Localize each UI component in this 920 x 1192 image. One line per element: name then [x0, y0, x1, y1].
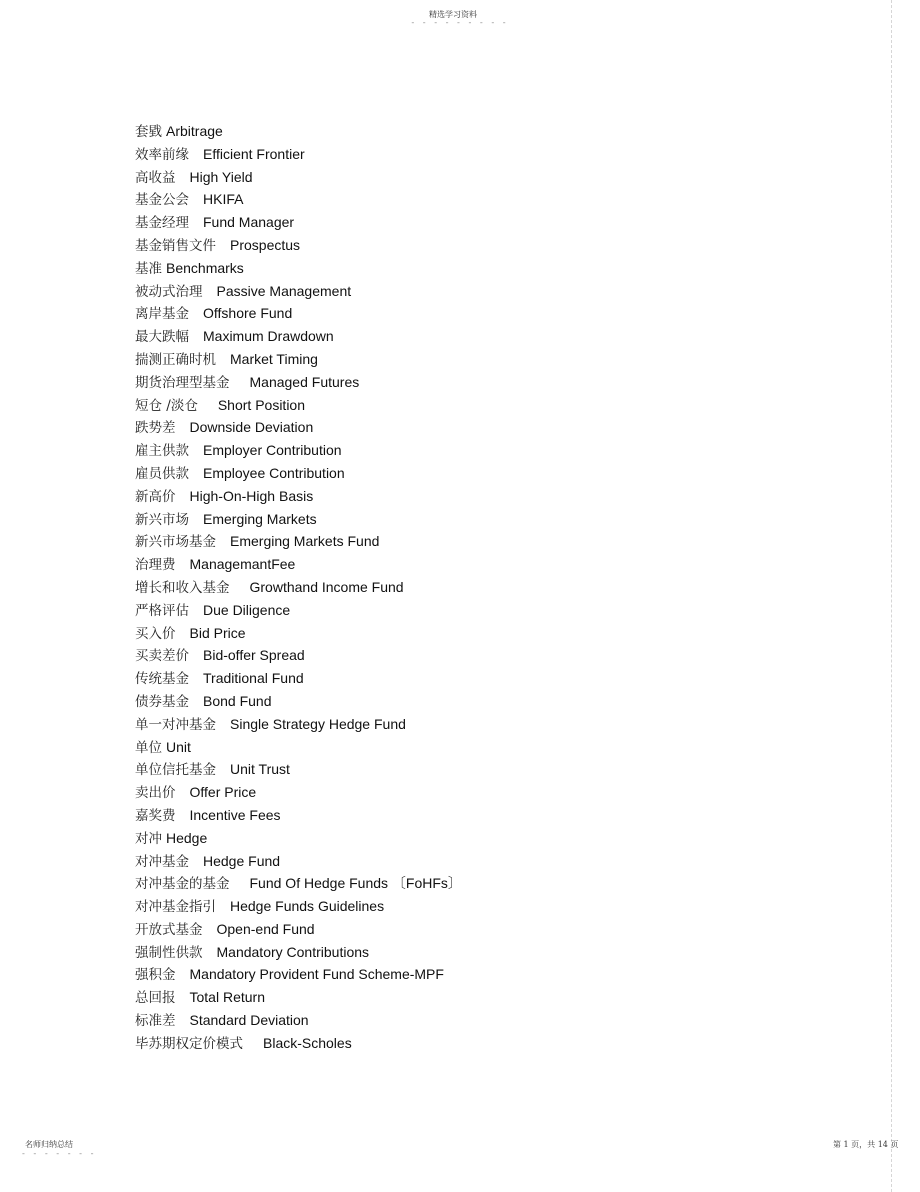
- glossary-entry: [135, 211, 462, 234]
- term-english: Hedge Funds Guidelines: [230, 898, 385, 915]
- term-english: Maximum Drawdown: [203, 328, 334, 345]
- term-english: Unit Trust: [230, 761, 290, 778]
- glossary-entry: [135, 325, 462, 348]
- glossary-entry: [135, 872, 462, 895]
- glossary-entry: [135, 348, 462, 371]
- term-chinese: 基金经理: [135, 215, 189, 232]
- glossary-entry: [135, 758, 462, 781]
- glossary-entry: [135, 530, 462, 553]
- glossary-entry: [135, 690, 462, 713]
- term-chinese: 被动式治理: [135, 283, 203, 300]
- glossary-entry: [135, 143, 462, 166]
- glossary-entry: [135, 416, 462, 439]
- glossary-entry: [135, 918, 462, 941]
- glossary-entry: [135, 622, 462, 645]
- term-english: High Yield: [189, 168, 253, 185]
- term-chinese: 基金公会: [135, 192, 189, 209]
- glossary-entry: [135, 188, 462, 211]
- term-english: Employee Contribution: [203, 464, 345, 481]
- term-chinese: 离岸基金: [135, 306, 189, 323]
- term-english: HKIFA: [203, 191, 244, 208]
- glossary-entry: [135, 644, 462, 667]
- term-chinese: 治理费: [135, 557, 176, 574]
- term-english: Passive Management: [216, 282, 352, 299]
- term-chinese: 买卖差价: [135, 648, 189, 665]
- term-english: Unit: [166, 738, 191, 755]
- term-english: Traditional Fund: [203, 670, 304, 687]
- page-number: 第 1 页，共 14 页: [833, 1140, 899, 1149]
- glossary-entry: [135, 599, 462, 622]
- term-english: Incentive Fees: [189, 806, 281, 823]
- glossary-entry: [135, 280, 462, 303]
- term-chinese: 跌势差: [135, 420, 176, 437]
- glossary-entry: [135, 781, 462, 804]
- glossary-entry: [135, 553, 462, 576]
- term-chinese: 最大跌幅: [135, 329, 189, 346]
- term-chinese: 买入价: [135, 625, 176, 642]
- glossary-entry: [135, 234, 462, 257]
- glossary-entry: [135, 667, 462, 690]
- glossary-entry: [135, 1032, 462, 1055]
- glossary-entry: [135, 508, 462, 531]
- glossary-entry: [135, 439, 462, 462]
- term-chinese: 效率前缘: [135, 146, 189, 163]
- term-chinese: 基准: [135, 260, 162, 277]
- term-english: Growthand Income Fund: [249, 578, 404, 595]
- page-edge-rule: [891, 0, 892, 1192]
- glossary-entry: [135, 941, 462, 964]
- glossary-entry: [135, 713, 462, 736]
- page-header-dashes: - - - - - - - - -: [411, 18, 509, 27]
- glossary-entry: [135, 120, 462, 143]
- glossary-entry: [135, 986, 462, 1009]
- term-english: Hedge Fund: [203, 852, 281, 869]
- term-english: Downside Deviation: [189, 419, 314, 436]
- glossary-entry: [135, 804, 462, 827]
- term-chinese: 新兴市场: [135, 511, 189, 528]
- term-chinese: 严格评估: [135, 602, 189, 619]
- term-chinese: 毕苏期权定价模式: [135, 1035, 243, 1052]
- term-english: Employer Contribution: [203, 442, 342, 459]
- term-english: Short Position: [217, 396, 306, 413]
- glossary-entry: [135, 371, 462, 394]
- term-chinese: 新高价: [135, 488, 176, 505]
- term-chinese: 开放式基金: [135, 921, 203, 938]
- term-chinese: 债券基金: [135, 693, 189, 710]
- term-chinese: 嘉奖费: [135, 807, 176, 824]
- term-english: Hedge: [166, 829, 208, 846]
- term-english: Single Strategy Hedge Fund: [230, 715, 406, 732]
- term-english: Mandatory Contributions: [216, 943, 370, 960]
- glossary-entry: [135, 394, 462, 417]
- term-english: Prospectus: [230, 236, 301, 253]
- term-english: Due Diligence: [203, 601, 291, 618]
- term-english: Offshore Fund: [203, 305, 293, 322]
- term-english: Arbitrage: [166, 123, 223, 139]
- term-english: Offer Price: [189, 784, 257, 801]
- term-chinese: 套戥: [135, 124, 162, 140]
- glossary-entry: [135, 963, 462, 986]
- term-english: High-On-High Basis: [189, 487, 314, 504]
- glossary-entry: [135, 736, 462, 759]
- glossary-entry: [135, 462, 462, 485]
- glossary-list: [135, 120, 462, 1055]
- footer-left-dashes: - - - - - - -: [22, 1149, 97, 1158]
- term-english: Bond Fund: [203, 692, 272, 709]
- term-chinese: 揣测正确时机: [135, 351, 216, 368]
- glossary-entry: [135, 485, 462, 508]
- term-chinese: 高收益: [135, 169, 176, 186]
- glossary-entry: [135, 257, 462, 280]
- page-header-title: 精选学习资料: [429, 10, 477, 19]
- term-chinese: 标准差: [135, 1013, 176, 1030]
- term-english: Fund Of Hedge Funds 〔FoHFs〕: [249, 875, 462, 892]
- term-chinese: 对冲: [135, 830, 162, 847]
- term-english: Bid Price: [189, 624, 246, 641]
- term-english: Managed Futures: [249, 373, 360, 390]
- term-english: Total Return: [189, 989, 265, 1006]
- term-chinese: 新兴市场基金: [135, 534, 216, 551]
- glossary-entry: [135, 1009, 462, 1032]
- term-chinese: 对冲基金指引: [135, 899, 216, 916]
- term-chinese: 强积金: [135, 967, 176, 984]
- term-chinese: 期货治理型基金: [135, 374, 230, 391]
- term-chinese: 单一对冲基金: [135, 716, 216, 733]
- term-english: Emerging Markets Fund: [230, 533, 380, 550]
- term-chinese: 强制性供款: [135, 944, 203, 961]
- glossary-entry: [135, 166, 462, 189]
- term-english: Open-end Fund: [216, 920, 315, 937]
- term-chinese: 卖出价: [135, 785, 176, 802]
- term-chinese: 短仓 /淡仓: [135, 397, 198, 414]
- term-chinese: 基金销售文件: [135, 237, 216, 254]
- term-english: Black-Scholes: [263, 1034, 352, 1051]
- term-english: Bid-offer Spread: [203, 647, 305, 664]
- term-chinese: 总回报: [135, 990, 176, 1007]
- term-english: Benchmarks: [166, 259, 244, 276]
- glossary-entry: [135, 850, 462, 873]
- glossary-entry: [135, 576, 462, 599]
- term-chinese: 雇员供款: [135, 465, 189, 482]
- term-chinese: 传统基金: [135, 671, 189, 688]
- term-english: Emerging Markets: [203, 510, 317, 527]
- term-english: Mandatory Provident Fund Scheme-MPF: [189, 966, 444, 983]
- term-english: ManagemantFee: [189, 556, 296, 573]
- glossary-entry: [135, 895, 462, 918]
- term-chinese: 雇主供款: [135, 443, 189, 460]
- glossary-entry: [135, 302, 462, 325]
- term-english: Fund Manager: [203, 214, 295, 231]
- term-english: Standard Deviation: [189, 1012, 309, 1029]
- term-chinese: 对冲基金的基金: [135, 876, 230, 893]
- term-english: Market Timing: [230, 350, 318, 367]
- term-chinese: 对冲基金: [135, 853, 189, 870]
- term-english: Efficient Frontier: [203, 145, 305, 162]
- footer-left-label: 名师归纳总结: [25, 1140, 73, 1149]
- term-chinese: 单位信托基金: [135, 762, 216, 779]
- term-chinese: 增长和收入基金: [135, 579, 230, 596]
- glossary-entry: [135, 827, 462, 850]
- term-chinese: 单位: [135, 739, 162, 756]
